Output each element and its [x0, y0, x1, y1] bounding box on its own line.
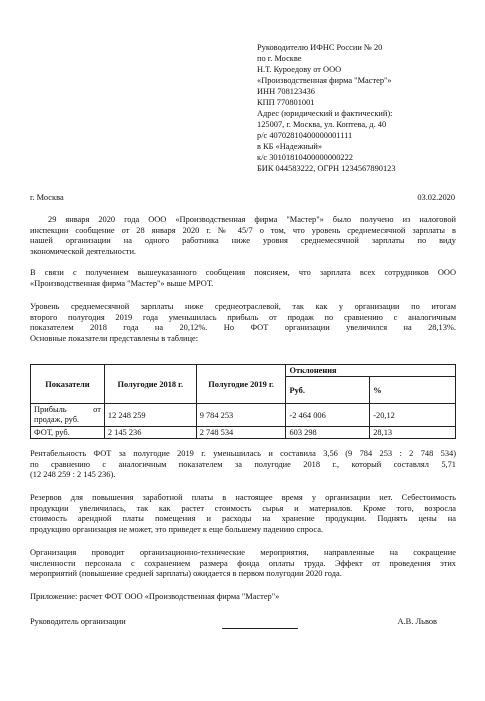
paragraph-salary-level	[30, 302, 456, 344]
table-header-row	[31, 365, 456, 377]
paragraph-notice	[30, 215, 456, 257]
table-cell: 2 748 534	[196, 427, 286, 439]
addressee-line: Руководителю ИФНС России № 20	[257, 43, 383, 52]
text-line: экономической деятельности.	[30, 246, 137, 256]
table-cell: Прибыль от продаж, руб.	[31, 404, 105, 427]
column-header: Отклонения	[286, 365, 456, 377]
text-line: численности персонала с сохранением размера фонда оплаты труда. Эффект от проведения этих	[30, 558, 456, 568]
signature-name: А.В. Львов	[397, 617, 437, 626]
signature-line	[222, 628, 298, 629]
paragraph-reserves	[30, 493, 456, 535]
table-cell: 2 145 236	[104, 427, 196, 439]
table-cell: -20,12	[370, 404, 456, 427]
table-cell: 28,13	[370, 427, 456, 439]
date: 03.02.2020	[417, 193, 455, 202]
text-line: мероприятий (повышение средней зарплаты) ожидается в первом полугодии 2020 года.	[30, 569, 342, 579]
text-line: нашей организации на одного работника ниже уровня среднемесячной зарплаты по виду	[30, 236, 456, 246]
table-cell: 603 298	[286, 427, 370, 439]
column-header: %	[370, 377, 456, 404]
column-header: Руб.	[286, 377, 370, 404]
addressee-line: БИК 044583222, ОГРН 1234567890123	[257, 164, 396, 173]
text-line: по сравнению с аналогичным показателем за полугодие 2018 г., который составлял 5,71	[30, 459, 456, 469]
text-line: показателем 2018 года на 20,12%. Но ФОТ организации увеличился на 28,13%.	[30, 323, 456, 333]
addressee-line: к/с 30101810400000000222	[257, 153, 353, 162]
table-row	[31, 427, 456, 439]
place: г. Москва	[30, 193, 64, 202]
addressee-line: ИНН 708123436	[257, 87, 315, 96]
text-line: второго полугодия 2019 года уменьшилась прибыль от продаж по сравнению с аналогичным	[30, 312, 456, 322]
table-row	[31, 404, 456, 427]
text-line: продукцию организация не может, это приведет к еще большему падению спроса.	[30, 524, 324, 534]
addressee-line: Н.Т. Куроедову от ООО	[257, 65, 342, 74]
appendix-note: Приложение: расчет ФОТ ООО «Производственная фирма "Мастер"»	[30, 592, 280, 601]
text-line: Организация проводит организационно-технические мероприятия, направленные на сокращение	[30, 548, 456, 557]
table-cell: ФОТ, руб.	[31, 427, 105, 439]
text-line: В связи с получением вышеуказанного сообщения поясняем, что зарплата всех сотрудников ООО	[30, 268, 456, 277]
text-line: Резервов для повышения заработной платы в настоящее время у организации нет. Себестоимость	[30, 493, 456, 502]
paragraph-profitability	[30, 449, 456, 481]
addressee-line: в КБ «Надежный»	[257, 142, 323, 151]
text-line: 29 января 2020 года ООО «Производственная фирма "Мастер"» было получено из налоговой	[48, 215, 456, 224]
text-line: Рентабельность ФОТ за полугодие 2019 г. уменьшилась и составила 3,56 (9 784 253 : 2 748 534)	[30, 449, 456, 458]
addressee-line: р/с 40702810400000001111	[257, 131, 353, 140]
paragraph-measures	[30, 548, 456, 580]
text-line: стоимость арендной платы помещения и расходы на хранение продукции. Поднять цены на	[30, 514, 456, 524]
addressee-line: 125007, г. Москва, ул. Коптева, д. 40	[257, 120, 387, 129]
column-header: Полугодие 2018 г.	[104, 365, 196, 404]
text-line: «Производственная фирма "Мастер"» выше МРОТ.	[30, 278, 214, 288]
column-header: Полугодие 2019 г.	[196, 365, 286, 404]
table-cell: -2 464 006	[286, 404, 370, 427]
text-line: (12 248 259 : 2 145 236).	[30, 470, 116, 480]
addressee-line: «Производственная фирма "Мастер"»	[257, 76, 392, 85]
addressee-line: по г. Москве	[257, 54, 302, 63]
addressee-line: КПП 770801001	[257, 98, 315, 107]
signature-role: Руководитель организации	[30, 617, 126, 626]
column-header: Показатели	[31, 365, 105, 404]
text-line: инспекции сообщение от 28 января 2020 г. № 45/7 о том, что уровень среднемесячной зарплаты в	[30, 225, 456, 235]
addressee-line: Адрес (юридический и фактический):	[257, 109, 393, 118]
table-cell: 12 248 259	[104, 404, 196, 427]
text-line: Основные показатели представлены в таблице:	[30, 333, 199, 343]
indicators-table	[30, 364, 456, 439]
text-line: Уровень среднемесячной зарплаты ниже среднеотраслевой, так как у организации по итогам	[30, 302, 456, 311]
table-cell: 9 784 253	[196, 404, 286, 427]
paragraph-mrot	[30, 268, 456, 289]
text-line: продукции увеличилась, так как растет стоимость сырья и материалов. Кроме того, возросла	[30, 503, 456, 513]
